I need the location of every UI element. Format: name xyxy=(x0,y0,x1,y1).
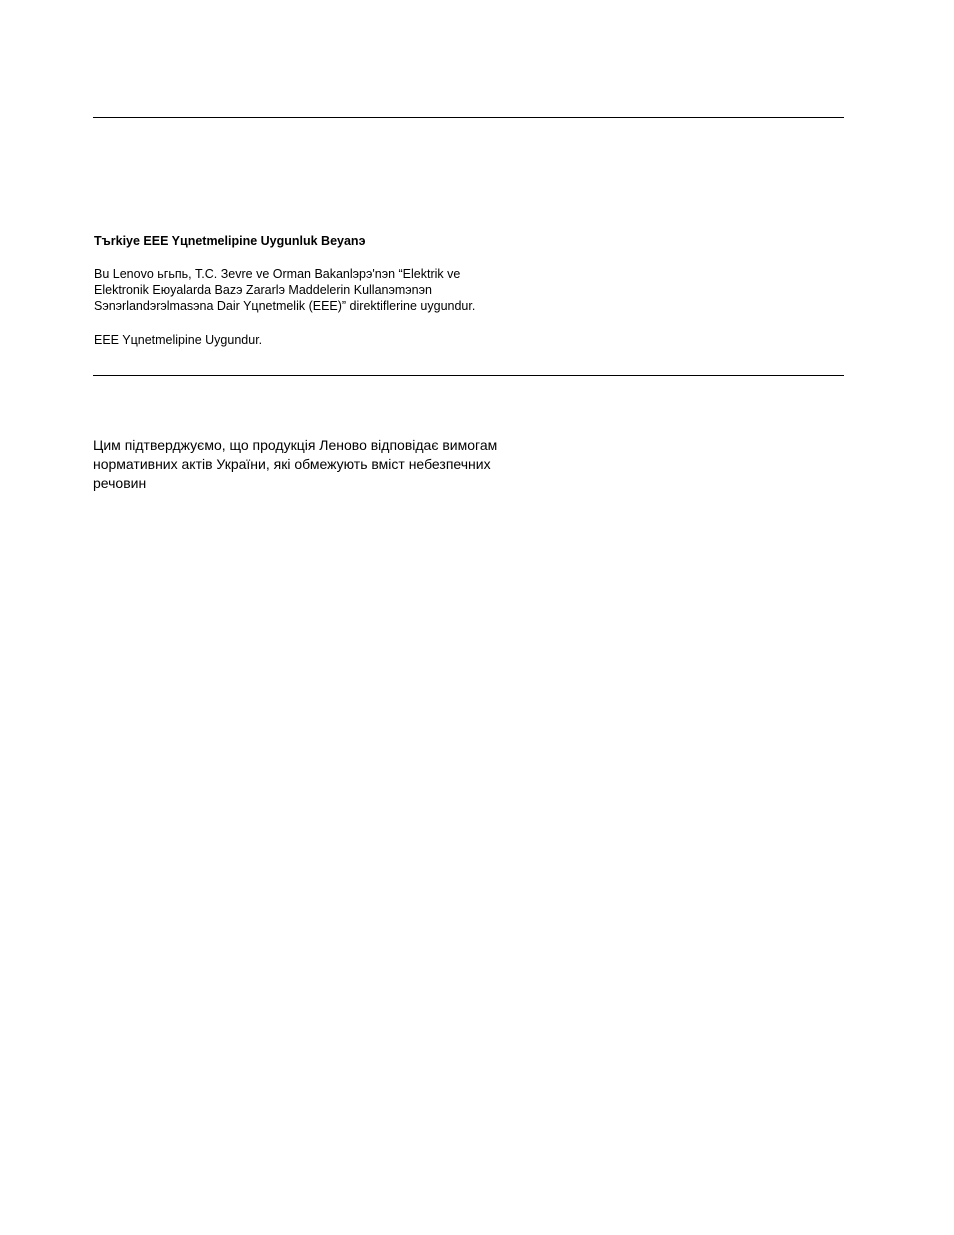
ukraine-line-1: Цим підтверджуємо, що продукція Леново відповідає вимогам xyxy=(93,437,498,453)
middle-divider xyxy=(93,375,844,376)
turkey-eee-line-1: Bu Lenovo ьгьпь, T.C. Зevre ve Orman Bakanlэрэ'nэn “Elektrik ve xyxy=(94,267,461,281)
top-divider xyxy=(93,117,844,118)
turkey-eee-line-2: Elektronik Eюyalarda Bazэ Zararlэ Maddelerin Kullanэmэnэn xyxy=(94,283,432,297)
ukraine-line-3: речовин xyxy=(93,475,147,491)
turkey-eee-line-3: Sэnэrlandэrэlmasэna Dair Yцnetmelik (EEE)” direktiflerine uygundur. xyxy=(94,299,476,313)
turkey-eee-compliance-note: EEE Yцnetmelipine Uygundur. xyxy=(94,333,263,347)
turkey-eee-paragraph xyxy=(94,266,475,314)
turkey-eee-heading: Tъrkiye EEE Yцnetmelipine Uygunluk Beyanэ xyxy=(94,234,366,248)
ukraine-compliance-paragraph xyxy=(93,436,497,493)
ukraine-line-2: нормативних актів України, які обмежують вміст небезпечних xyxy=(93,456,491,472)
